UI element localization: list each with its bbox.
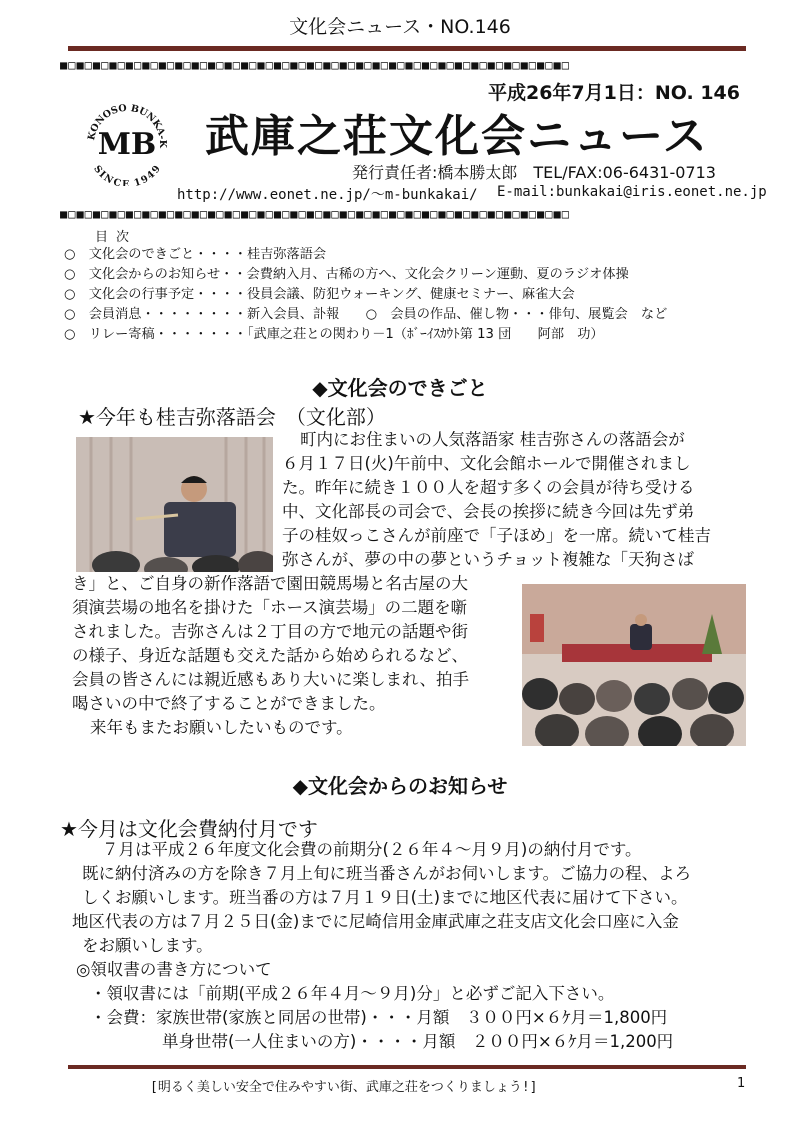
article-line: の様子、身近な話題も交えた話から始められるなど、	[72, 646, 468, 665]
footer-rule	[68, 1065, 746, 1069]
mb-logo	[82, 96, 172, 186]
fees-line: ・領収書には「前期(平成２６年４月～９月)分」と必ずご記入下さい。	[90, 984, 615, 1003]
page-number: 1	[737, 1076, 746, 1091]
article-line: 喝さいの中で終了することができました。	[72, 694, 386, 713]
rakugo-performer-photo	[76, 437, 273, 572]
article-title-rakugo: ★今年も桂吉弥落語会 （文化部）	[78, 405, 386, 429]
section-heading-events: ◆文化会のできごと	[312, 376, 488, 400]
article-line: 会員の皆さんには親近感もあり大いに楽しまれ、拍手	[72, 670, 469, 689]
fees-line: 既に納付済みの方を除き７月上旬に班当番さんがお伺いします。ご協力の程、よろ	[82, 864, 692, 883]
article-line: 町内にお住まいの人気落語家 桂吉弥さんの落語会が	[300, 430, 685, 449]
article-line: 来年もまたお願いしたいものです。	[90, 718, 353, 737]
toc-item: ○ 文化会からのお知らせ・・会費納入月、古稀の方へ、文化会クリーン運動、夏のラジオ体操	[64, 267, 629, 282]
header-rule	[68, 46, 746, 51]
section-heading-notices: ◆文化会からのお知らせ	[292, 774, 508, 798]
publisher-info: 発行責任者:橋本勝太郎 TEL/FAX:06-6431-0713	[352, 163, 716, 182]
article-line: 中、文化部長の司会で、会長の挨拶に続き今回は先ず弟	[282, 502, 695, 521]
article-line: 須演芸場の地名を掛けた「ホース演芸場」の二題を噺	[72, 598, 468, 617]
issue-date: 平成26年7月1日：NO. 146	[487, 82, 740, 104]
logo-ring-bottom: SINCE 1949	[91, 163, 163, 186]
rakugo-hall-photo	[522, 584, 746, 746]
footer-slogan: [明るく美しい安全で住みやすい街、武庫之荘をつくりましょう!]	[150, 1080, 538, 1095]
logo-ring-top: KONOSO BUNKA-K	[86, 102, 169, 148]
article-line: ６月１７日(火)午前中、文化会館ホールで開催されまし	[282, 454, 691, 473]
toc-item: ○ 文化会のできごと・・・・桂吉弥落語会	[64, 247, 327, 262]
fees-line: しくお願いします。班当番の方は７月１９日(土)までに地区代表に届けて下さい。	[82, 888, 688, 907]
toc-item: ○ リレー寄稿・・・・・・・「武庫之荘との関わり－1（ﾎﾞｰｲｽｶｳﾄ第 13 団 阿部 功）	[64, 327, 604, 342]
toc-item: ○ 文化会の行事予定・・・・役員会議、防犯ウォーキング、健康セミナー、麻雀大会	[64, 287, 575, 302]
website-link[interactable]: http://www.eonet.ne.jp/～m-bunkakai/	[177, 187, 478, 203]
svg-text:SINCE 1949	[91, 163, 163, 186]
article-body-right	[282, 428, 711, 572]
table-of-contents	[64, 245, 667, 345]
logo-letters: MB	[97, 127, 157, 162]
fees-body	[72, 838, 691, 1054]
article-line-full: き」と、ご自身の新作落語で園田競馬場と名古屋の大	[72, 574, 468, 593]
article-title-fees: ★今月は文化会費納付月です	[60, 817, 318, 841]
fees-line: ◎領収書の書き方について	[76, 960, 272, 979]
article-line: 子の桂奴っこさんが前座で「子ほめ」を一席。続いて桂吉	[282, 526, 711, 545]
fees-line: ・会費：家族世帯(家族と同居の世帯)・・・月額 ３００円×６ｹ月＝1,800円	[90, 1008, 668, 1027]
article-body-left	[72, 596, 469, 740]
fees-line: 単身世帯(一人住まいの方)・・・・月額 ２００円×６ｹ月＝1,200円	[162, 1032, 674, 1051]
pattern-divider-top: ■□■□■□■□■□■□■□■□■□■□■□■□■□■□■□■□■□■□■□■□■□■□■□■□■□■□■□■□■□■□■□	[60, 58, 570, 72]
article-line: 弥さんが、夢の中の夢というチョット複雑な「天狗さば	[282, 550, 695, 569]
email-link[interactable]: E-mail:bunkakai@iris.eonet.ne.jp	[497, 184, 767, 200]
article-line: されました。吉弥さんは２丁目の方で地元の話題や街	[72, 622, 468, 641]
top-title: 文化会ニュース・NO.146	[289, 16, 511, 38]
toc-item: ○ 会員消息・・・・・・・・新入会員、訃報 ○ 会員の作品、催し物・・・俳句、展覧会 など	[64, 307, 668, 322]
fees-line: ７月は平成２６年度文化会費の前期分(２６年４～月９月)の納付月です。	[102, 840, 642, 859]
fees-line: をお願いします。	[82, 936, 213, 955]
newsletter-title: 武庫之荘文化会ニュース	[205, 111, 709, 162]
article-line: た。昨年に続き１００人を超す多くの会員が待ち受ける	[282, 478, 695, 497]
fees-line: 地区代表の方は７月２５日(金)までに尼崎信用金庫武庫之荘支店文化会口座に入金	[72, 912, 679, 931]
pattern-divider-bottom: ■□■□■□■□■□■□■□■□■□■□■□■□■□■□■□■□■□■□■□■□■□■□■□■□■□■□■□■□■□■□■□	[60, 207, 570, 221]
toc-heading: 目次	[95, 230, 138, 245]
